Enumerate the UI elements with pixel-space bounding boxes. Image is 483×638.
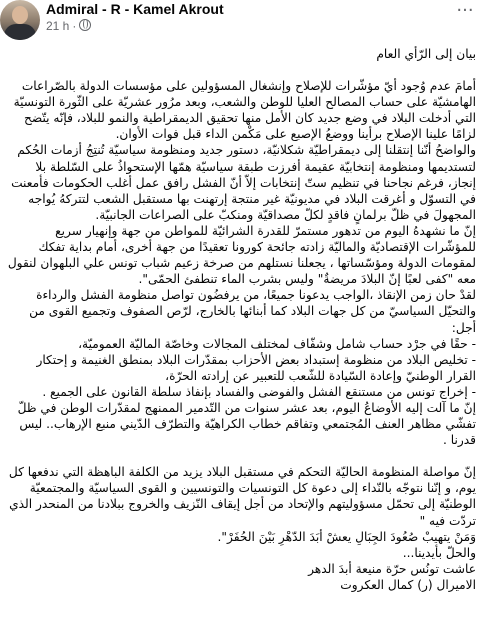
post-body: [4, 46, 476, 636]
post-signature: الاميرال (ر) كمال العكروت: [340, 577, 476, 592]
post-paragraph-1: أمامَ عدم وُجود أيّ مؤشّرات للإصلاح وإنشغال المسؤولين على مؤسسات الدولة بالصّراعات الهامشيّة على حساب المصالح العليا للوطن والشعب، وبعد مرُور عشريّة على الثّورة التونسيّة التي أدخلت البلاد في وضع جديد كان الأمل منها تحقيق الديمقراطية والنمو للبلاد، فإنّه يتّضح لزامًا علينا الإصلاح برأينا ووضعُ الإصبع على مَكْمن الداء قبل فوات الأوان.: [13, 79, 476, 142]
post-closing-line: والحلّ بأيدينا...: [402, 545, 476, 560]
post-list-item-3: - إخراج تونس من مستنقع الفشل والفوضى والفساد بإنفاذ سلطة القانون على الجميع .: [42, 384, 476, 399]
paragraph-gap: [4, 62, 476, 78]
post-paragraph-2: والواضحُ أنّنا إنتقلنا إلى ديمقراطيّة شكلانيّة، دستور جديد ومنظومة سياسيّة تُنتِجُ أزمات الحُكم لتستديمها ومنظومة إنتخابيّة عقيمة أفرزت طبقة سياسيّة همّها الإستحواذُ على السّلطة بلا إنجاز، فرغم نجاحنا في تنظيم ستّ إنتخابات إلاّ أنّ الفشل رافق عمل أغلب الحكومات فأمعنت في التسوّل و أغرقت البلاد في مديونيّة غير منتجة إرتهنت بها مستقبل الشعب لتتركهُ يُواجه المجهولَ في ظلّ برلمانٍ فاقدٍ لكلّ مصداقيّة ومنكبّ على الصراعات الجانبيّة.: [11, 143, 476, 222]
avatar-face: [12, 6, 28, 24]
post-paragraph-4: لقدْ حان زمن الإنقاذ ،الواجب يدعونا جميعًا، من يرفضُون تواصل منظومة الفشل والرداءة والتحيّل السياسيّ من كل جهات البلاد كما أبنائها بالخارج، لرّص الصفوف وتجميع القوى من أجل:: [29, 288, 476, 335]
author-name[interactable]: Admiral - R - Kamel Akrout: [46, 1, 224, 17]
more-options-icon[interactable]: ···: [456, 0, 474, 21]
post-title: بيان إلى الرّأي العام: [376, 47, 476, 61]
post-timestamp[interactable]: 21 h: [46, 19, 70, 33]
post-list-item-1: - حقًا في جرْد حساب شامل وشفّاف لمختلف المجالات وخاصّة الماليّة العموميّة،: [78, 336, 476, 351]
meta-separator: ·: [72, 19, 77, 33]
author-avatar[interactable]: [0, 0, 40, 40]
globe-icon: [79, 19, 91, 31]
post-paragraph-5: إنّ ما آلت إليه الأوضاعُ اليوم، بعد عشر سنوات من التّدمير الممنهج لمقدّرات الوطن في ظلّ تفشّي مظاهر العنف المُجتمعي وتفاقم خطاب الكراهيّة والتطرّف الدّيني منبع الإرهاب.. ليس قدرنا .: [17, 400, 476, 448]
avatar-suit: [4, 24, 36, 40]
post-slogan: عاشت تونُس حرّة منيعة أبدَ الدهر: [308, 561, 476, 576]
post-paragraph-6: إنّ مواصلة المنظومة الحاليّة التحكم في مستقبل البلاد يزيد من الكلفة الباهظة التي ندفعها كل يوم، و إنّنا نتوجّه بالنّداء إلى دعوة كل التونسيات والتونسيين و القوى السياسيّة والمجتمعيّة الوطنيّة إلى تحمّل مسؤوليتهم والإتحاد من أجل إيقاف النّزيف والخروج ببلادنا من المنحدر الذي تردّت فيه ": [8, 465, 476, 528]
post-paragraph-3: إنّ ما نشهدهُ اليوم من تدهور مستمرّ للقدرة الشرائيّة للمواطن من جهة وإنهيار سريع للمؤشّرات الإقتصاديّة والماليّة زادته جائحة كورونا تعقيدًا من جهة أخرى، أمام بداية تفكك لمقومات الدولة ومؤسّساتها ، يجعلنا نستلهم من صرخة زعيم شباب تونس علي البلهوان لنقول معه "كفى لعبًا إنّ البلادَ مريضةٌ" وليس بشرب الماء تنطفئ الحمّى".: [7, 223, 476, 287]
post-poem-line: وَمَنْ يتهيبْ صُعُودَ الجِبَالِ يعشْ أبَدَ الدّهْرِ بَيْنَ الحُفَرْ".: [217, 529, 476, 544]
post-list-item-2: - تخليص البلاد من منظومة إستبداد بعض الأحزاب بمقدّرات البلاد بمنطق الغنيمة و إحتكار القرار الوطنيّ وإعادة السّيادة للشّعب للتعبير عن إرادته الحرّة،: [36, 352, 476, 383]
post-header: [0, 0, 483, 44]
post-meta: [46, 18, 91, 34]
paragraph-gap: [4, 448, 476, 464]
